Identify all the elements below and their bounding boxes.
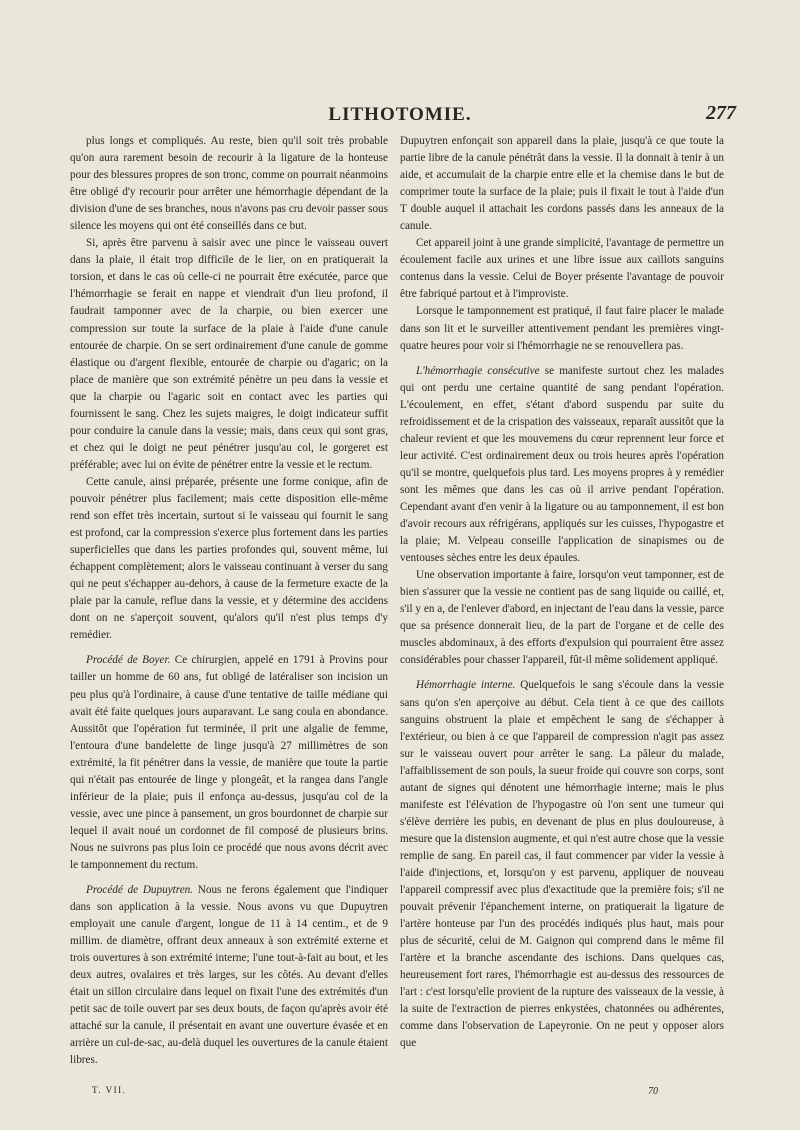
signature-mark: T. VII. (92, 1085, 127, 1095)
paragraph-text: Nous ne ferons également que l'indiquer dans son application à la vessie. Nous avons vu que Dupuytren employait une canule d'argent, longue de 11 à 14 centim., et de 9 millim. de diamètre, offrant deux anneaux à son extrémité externe et trois ouvertures à son extrémité interne; l'une tout-à-fait au bout, et les deux autres, ovalaires et très larges, sur les côtés. Au devant d'elles était un sillon circulaire dans lequel on fixait l'une des extrémités d'un petit sac de toile ouvert par ses deux bouts, de façon qu'après avoir été attaché sur la canule, il présentait en avant une ouverture évasée et en arrière un cul-de-sac, au-delà duquel les ouvertures de la canule étaient libres. (70, 884, 388, 1067)
section-lead: Procédé de Boyer. (86, 654, 171, 667)
paragraph-text: Lorsque le tamponnement est pratiqué, il faut faire placer le malade dans son lit et le surveiller attentivement pendant les premières vingt-quatre heures pour voir si l'hémorrhagie ne se renouvellera pas. (400, 305, 724, 352)
paragraph-text: Cet appareil joint à une grande simplicité, l'avantage de permettre un écoulement facile aux urines et une libre issue aux caillots sanguins contenus dans la vessie. Celui de Boyer présente l'avantage de pouvoir être fabriqué partout et à l'improviste. (400, 237, 724, 301)
paragraph (70, 652, 388, 874)
paragraph-text: Dupuytren enfonçait son appareil dans la plaie, jusqu'à ce que toute la partie libre de la canule pénétrât dans la vessie. Il la donnait à tenir à un aide, et accumulait de la charpie entre elle et la chemise dans le but de comprimer toute la surface de la plaie; puis il fixait le tout à l'aide d'un T double auquel il attachait les cordons passés dans les anneaux de la canule. (400, 135, 724, 233)
paragraph-text: Une observation importante à faire, lorsqu'on veut tamponner, est de bien s'assurer que la vessie ne contient pas de sang liquide ou caillé, et, s'il y en a, de l'enlever d'abord, en injectant de l'eau dans la vessie, parce que sa présence donnerait lieu, de la part de l'organe et de celle des muscles abdominaux, à des efforts d'expulsion qui pourraient être assez considérables pour chasser l'appareil, fût-il même solidement appliqué. (400, 569, 724, 667)
paragraph-text: Si, après être parvenu à saisir avec une pince le vaisseau ouvert dans la plaie, il était trop difficile de le lier, on en pratiquerait la torsion, et dans le cas où celle-ci ne pourrait être exécutée, parce que l'hémorrhagie se ferait en nappe et viendrait d'un lieu profond, il faudrait tamponner avec de la charpie, ou bien exercer une compression sur toute la surface de la plaie à l'aide d'une canule entourée de charpie. On se sert ordinairement d'une canule de gomme élastique ou d'argent flexible, entourée de charpie ou d'agaric; on la place de manière que son extrémité pénètre un peu dans la vessie et que la charpie ou l'agaric soit en contact avec les parties qui fournissent le sang. Chez les sujets maigres, le doigt indicateur suffit pour conduire la canule dans la vessie; mais, dans ceux qui sont gras, et chez qui le doigt ne peut pénétrer jusqu'au col, le gorgeret est préférable; avec lui on évite de pénétrer entre la vessie et le rectum. (70, 237, 388, 471)
paragraph (400, 677, 724, 1052)
paragraph (400, 567, 724, 669)
paragraph-text: Cette canule, ainsi préparée, présente une forme conique, afin de pouvoir pénétrer plus facilement; mais cette disposition elle-même rend son effet très incertain, surtout si le vaisseau qui fournit le sang est profond, car la compression s'exerce plus fortement dans les parties superficielles que dans les parties profondes qui, souvent même, lui échappent complètement; alors le vaisseau continuant à verser du sang qui ne peut s'échapper au-dehors, à cause de la fermeture exacte de la plaie par la canule, reflue dans la vessie, et y détermine des accidens dont on ne s'aperçoit souvent, qu'alors qu'il n'est plus temps d'y remédier. (70, 475, 388, 642)
paragraph (400, 133, 724, 235)
paragraph (70, 882, 388, 1070)
paragraph-text: plus longs et compliqués. Au reste, bien qu'il soit très probable qu'on aura rarement besoin de recourir à la ligature de la honteuse pour des blessures propres de son tronc, comme on pourrait néanmoins être obligé d'y recourir pour arrêter une hémorrhagie dépendant de la division d'une de ses branches, nous n'avons pas cru devoir passer sous silence les moyens qui ont été conseillés dans ce but. (70, 135, 388, 233)
section-lead: L'hémorrhagie consécutive (416, 364, 540, 377)
paragraph (70, 474, 388, 644)
running-title: LITHOTOMIE. (328, 104, 472, 125)
paragraph-text: Ce chirurgien, appelé en 1791 à Provins pour tailler un homme de 60 ans, fut obligé de latéraliser son incision un peu plus qu'à l'ordinaire, à cause d'une tentative de taille médiane qui avait été faite quelques jours auparavant. Le sang coula en abondance. Aussitôt que l'opération fut terminée, il prit une algalie de femme, l'entoura d'une bandelette de linge jusqu'à 27 millimètres de son extrémité, la fit pénétrer dans la vessie, de manière que toute la partie qui n'était pas entourée de linge y plongeât, et la rangea dans l'angle inférieur de la plaie; puis il enfonça au-dessus, jusqu'au col de la vessie, avec une pince à pansement, un gros bourdonnet de charpie sur lequel il avait noué un cordonnet de fil composé de plusieurs brins. Nous ne suivrons pas plus loin ce procédé que nous avons décrit avec le tamponnement du rectum. (70, 654, 388, 871)
paragraph (400, 303, 724, 354)
left-column (70, 133, 388, 1073)
section-lead: Procédé de Dupuytren. (86, 884, 194, 897)
paragraph (70, 133, 388, 235)
folio-mark: 70 (648, 1086, 658, 1097)
paragraph (400, 235, 724, 303)
paragraph-text: se manifeste surtout chez les malades qui ont perdu une certaine quantité de sang pendant l'opération. L'écoulement, en effet, s'étant d'abord suspendu par suite du refroidissement et de la crispation des vaisseaux, reparaît aussitôt que la chaleur revient et que les mouvemens du cœur reprennent leur force et leur activité. C'est ordinairement deux ou trois heures après l'opération qu'il se montre, quelquefois plus tard. Les moyens propres à y remédier sont les mêmes que dans les cas où il arrive pendant l'opération. Cependant avant d'en venir à la ligature ou au tamponnement, il est bon d'avoir recours aux réfrigérans, appliqués sur les cuisses, l'hypogastre et la plaie; M. Velpeau conseille l'application de sinapismes ou de ventouses sèches entre les deux épaules. (400, 364, 724, 565)
right-column (400, 133, 724, 1073)
paragraph (400, 363, 724, 568)
section-lead: Hémorrhagie interne. (416, 679, 516, 692)
paragraph (70, 235, 388, 474)
page-number: 277 (706, 102, 736, 124)
paragraph-text: Quelquefois le sang s'écoule dans la vessie sans qu'on s'en aperçoive au début. Cela tient à ce que des caillots sanguins obstruent la plaie et empêchent le sang de s'échapper à l'extérieur, ou bien à ce que l'appareil de compression n'agit pas assez sur le vaisseau ouvert pour arrêter le sang. La pâleur du malade, l'affaiblissement de son pouls, la sueur froide qui couvre son corps, sont autant de signes qui dénotent une hémorrhagie interne; mais le plus manifeste est l'élévation de l'hypogastre où l'on sent une tumeur qui s'élève derrière les pubis, en devenant de plus en plus douloureuse, à mesure que la distension augmente, et qui n'est autre chose que la vessie remplie de sang. En pareil cas, il faut commencer par vider la vessie à l'aide d'injections, et, lorsqu'on y est parvenu, appliquer de nouveau l'appareil compressif avec plus d'exactitude que la première fois; s'il ne pouvait prévenir l'épanchement interne, on pratiquerait la ligature de l'artère honteuse par l'un des procédés indiqués plus haut, mais pour plus de sécurité, celui de M. Gaignon qui comprend dans le même fil l'artère et la branche ascendante des ischions. Dans quelques cas, heureusement fort rares, l'hémorrhagie est au-dessus des ressources de l'art : c'est lorsqu'elle provient de la rupture des vaisseaux de la vessie, à la suite de l'extraction de pierres enkystées, chatonnées ou adhérentes, comme dans l'observation de Lapeyronie. On ne peut y opposer alors que (400, 679, 724, 1050)
